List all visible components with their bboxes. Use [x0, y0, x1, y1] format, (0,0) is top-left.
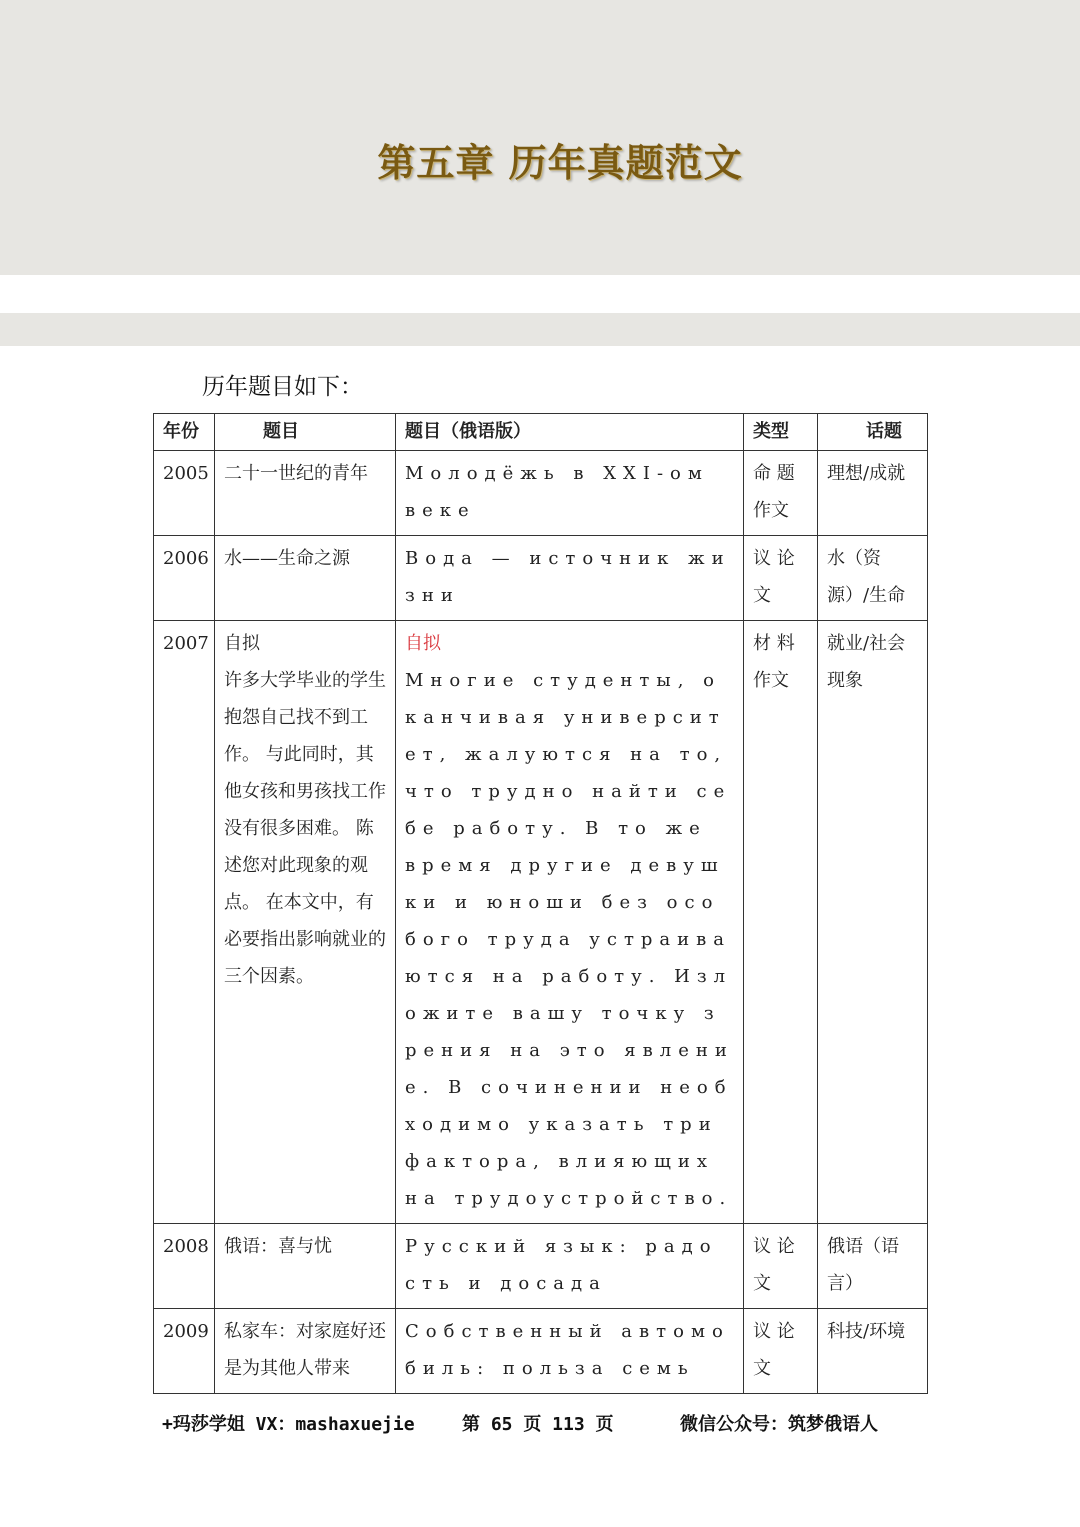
header-theme: 话题	[818, 414, 928, 451]
cell-topic-ru-body: Многие студенты, оканчивая университет, жалуются на то, что трудно найти себе работу. В то же время другие девушки и юноши без особого труда устраиваются на работу. Изложите вашу точку зрения на это явление. В сочинении необходимо указать три фактора, влияющих на трудоустройство.	[405, 670, 734, 1209]
table-row	[154, 1224, 928, 1309]
cell-theme: 理想/成就	[818, 451, 928, 536]
table-row	[154, 621, 928, 1224]
cell-theme: 就业/社会现象	[818, 621, 928, 1224]
cell-year: 2006	[154, 536, 215, 621]
exam-topics-table	[153, 413, 928, 1394]
cell-topic-ru: Молодёжь в XXI-ом веке	[396, 451, 744, 536]
cell-topic-ru: Русский язык: радость и досада	[396, 1224, 744, 1309]
header-type: 类型	[744, 414, 818, 451]
cell-topic-ru: Вода — источник жизни	[396, 536, 744, 621]
cell-topic-zh	[215, 621, 396, 1224]
cell-theme: 水（资源）/生命	[818, 536, 928, 621]
cell-type: 议 论文	[744, 1309, 818, 1394]
cell-topic-ru-head: 自拟	[405, 633, 441, 654]
cell-type: 议 论文	[744, 536, 818, 621]
cell-topic-zh-head: 自拟	[224, 633, 260, 654]
cell-topic-zh: 俄语：喜与忧	[215, 1224, 396, 1309]
cell-topic-zh: 私家车：对家庭好还是为其他人带来	[215, 1309, 396, 1394]
cell-topic-ru: Собственный автомобиль: польза семь	[396, 1309, 744, 1394]
cell-year: 2005	[154, 451, 215, 536]
footer-contact: +玛莎学姐 VX：mashaxuejie	[162, 1414, 415, 1435]
table-row	[154, 451, 928, 536]
cell-topic-zh-body: 许多大学毕业的学生抱怨自己找不到工作。 与此同时，其他女孩和男孩找工作没有很多困难。 陈述您对此现象的观点。 在本文中，有必要指出影响就业的三个因素。	[224, 670, 386, 987]
cell-year: 2007	[154, 621, 215, 1224]
chapter-title: 第五章 历年真题范文	[377, 141, 743, 185]
header-topic: 题目	[215, 414, 396, 451]
cell-topic-ru	[396, 621, 744, 1224]
cell-topic-zh: 二十一世纪的青年	[215, 451, 396, 536]
sub-band	[0, 313, 1080, 346]
cell-type: 命 题作文	[744, 451, 818, 536]
header-topic-ru: 题目（俄语版）	[396, 414, 744, 451]
cell-type: 议 论文	[744, 1224, 818, 1309]
table-row	[154, 1309, 928, 1394]
cell-type: 材 料作文	[744, 621, 818, 1224]
section-intro: 历年题目如下：	[202, 374, 363, 400]
header-year: 年份	[154, 414, 215, 451]
cell-topic-zh: 水——生命之源	[215, 536, 396, 621]
cell-year: 2009	[154, 1309, 215, 1394]
cell-theme: 科技/环境	[818, 1309, 928, 1394]
table-header-row	[154, 414, 928, 451]
cell-theme: 俄语（语言）	[818, 1224, 928, 1309]
footer-page-number: 第 65 页 113 页	[462, 1414, 614, 1435]
cell-year: 2008	[154, 1224, 215, 1309]
table-row	[154, 536, 928, 621]
footer-account: 微信公众号：筑梦俄语人	[680, 1414, 878, 1435]
